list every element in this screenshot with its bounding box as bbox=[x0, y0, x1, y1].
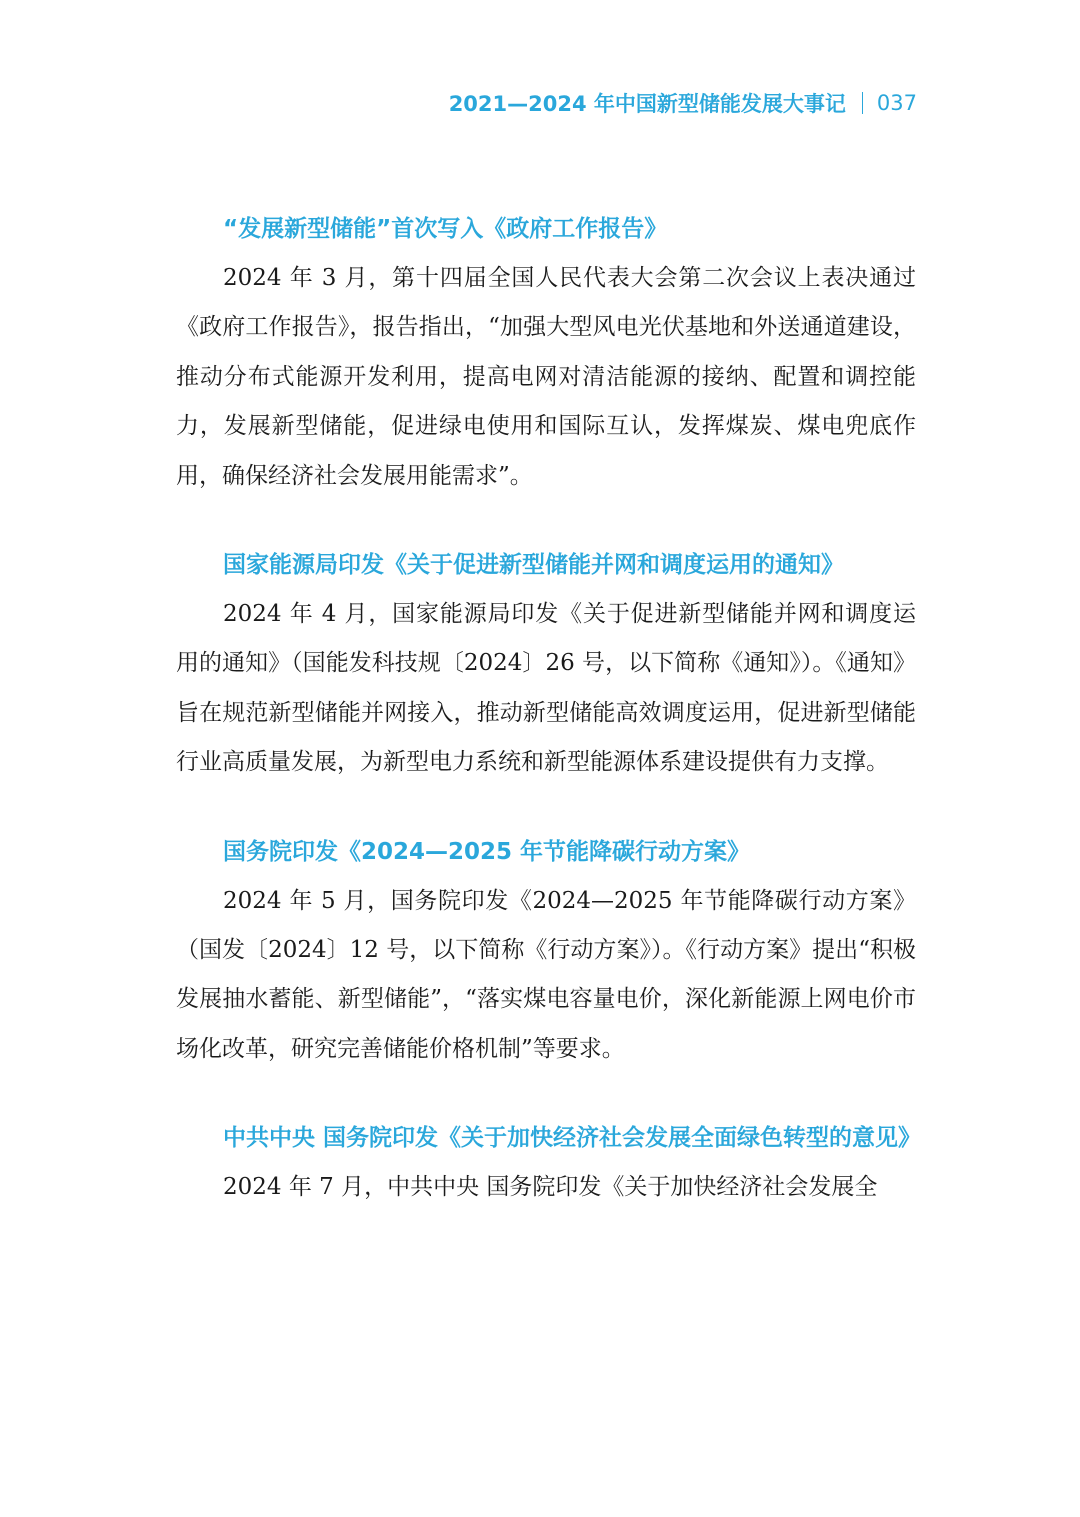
entry-title: 国务院印发《2024—2025 年节能降碳行动方案》 bbox=[223, 838, 751, 865]
entry-green-transition-opinion bbox=[176, 1114, 922, 1212]
entry-body: 2024 年 7 月，中共中央 国务院印发《关于加快经济社会发展全 bbox=[223, 1174, 878, 1201]
entry-nea-grid-notice bbox=[176, 541, 916, 788]
header-divider bbox=[862, 92, 863, 114]
entry-body: 2024 年 5 月，国务院印发《2024—2025 年节能降碳行动方案》（国发〔2024〕12 号，以下简称《行动方案》）。《行动方案》提出“积极发展抽水蓄能、新型储能”，“落实煤电容量电价，深化新能源上网电价市场化改革，研究完善储能价格机制”等要求。 bbox=[176, 887, 916, 1062]
running-header bbox=[449, 88, 917, 118]
page-content bbox=[176, 205, 922, 1253]
header-title: 2021—2024 年中国新型储能发展大事记 bbox=[448, 92, 846, 116]
page-number: 037 bbox=[876, 91, 917, 115]
entry-body: 2024 年 4 月，国家能源局印发《关于促进新型储能并网和调度运用的通知》（国能发科技规〔2024〕26 号，以下简称《通知》）。《通知》旨在规范新型储能并网接入，推动新型储能高效调度运用，促进新型储能行业高质量发展，为新型电力系统和新型能源体系建设提供有力支撑。 bbox=[176, 601, 916, 776]
entry-title: 中共中央 国务院印发《关于加快经济社会发展全面绿色转型的意见》 bbox=[223, 1125, 922, 1152]
entry-title: 国家能源局印发《关于促进新型储能并网和调度运用的通知》 bbox=[223, 552, 844, 579]
entry-title: “发展新型储能”首次写入《政府工作报告》 bbox=[223, 216, 668, 242]
entry-energy-saving-plan bbox=[176, 828, 916, 1075]
entry-body: 2024 年 3 月，第十四届全国人民代表大会第二次会议上表决通过《政府工作报告》，报告指出，“加强大型风电光伏基地和外送通道建设，推动分布式能源开发利用，提高电网对清洁能源的接纳、配置和调控能力，发展新型储能，促进绿电使用和国际互认，发挥煤炭、煤电兜底作用，确保经济社会发展用能需求”。 bbox=[176, 265, 916, 489]
entry-government-work-report bbox=[176, 205, 916, 501]
